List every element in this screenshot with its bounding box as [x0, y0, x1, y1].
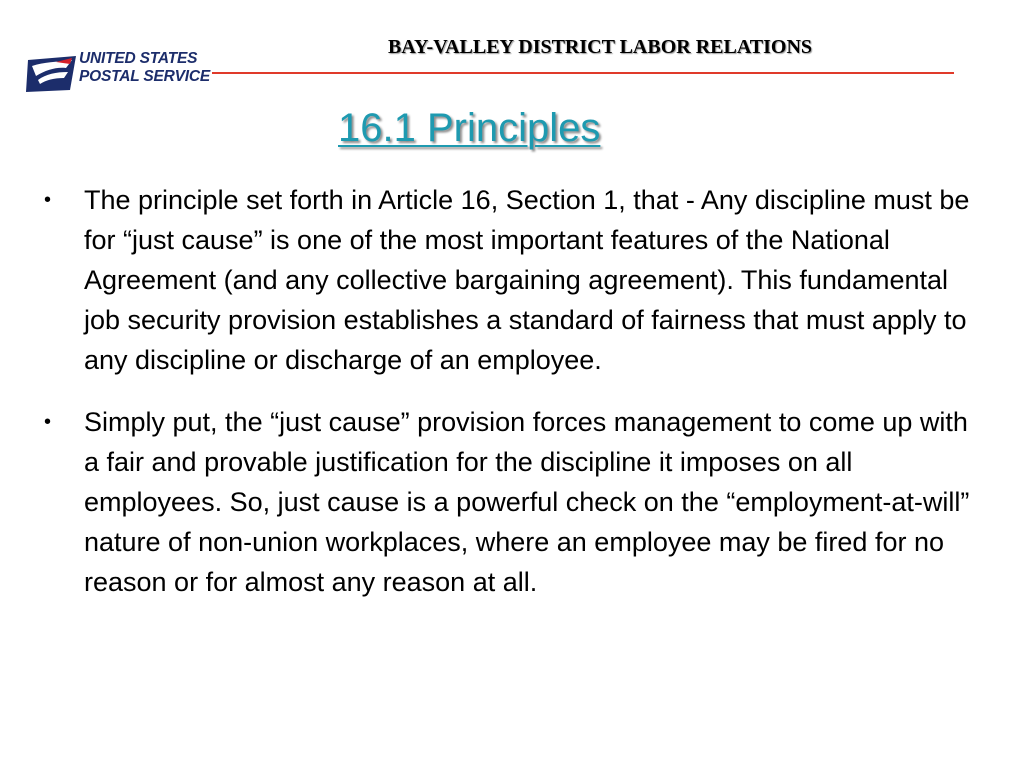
bullet-item — [44, 402, 970, 602]
header-title: BAY-VALLEY DISTRICT LABOR RELATIONS — [388, 36, 813, 58]
header-divider — [212, 72, 954, 74]
bullet-list — [44, 180, 970, 624]
bullet-marker: • — [44, 189, 52, 211]
logo-wordmark — [79, 50, 210, 86]
slide-title: 16.1 Principles — [338, 106, 601, 150]
usps-logo — [26, 48, 216, 98]
logo-line-1: UNITED STATES — [79, 50, 198, 67]
bullet-text: The principle set forth in Article 16, Section 1, that - Any discipline must be for “just cause” is one of the most important features of the National Agreement (and any collective bargaining agreement). This fundamental job security provision establishes a standard of fairness that must apply to any discipline or discharge of an employee. — [84, 185, 970, 375]
eagle-icon — [26, 52, 78, 94]
logo-line-2: POSTAL SERVICE — [79, 68, 210, 85]
bullet-text: Simply put, the “just cause” provision forces management to come up with a fair and provable justification for the discipline it imposes on all employees. So, just cause is a powerful check on the “employment-at-will” nature of non-union workplaces, where an employee may be fired for no reason or for almost any reason at all. — [84, 407, 970, 597]
bullet-marker: • — [44, 411, 52, 433]
bullet-item — [44, 180, 970, 380]
